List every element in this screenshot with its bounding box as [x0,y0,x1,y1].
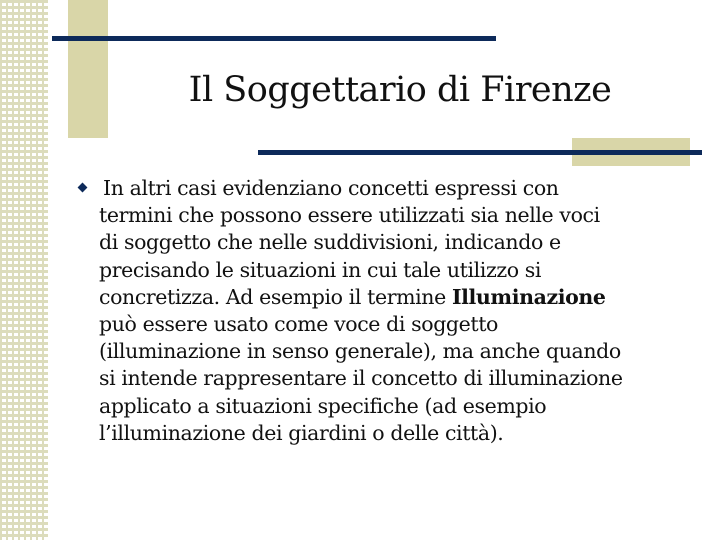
bullet-line: In altri casi evidenziano concetti espressi con [103,176,559,200]
decorative-tan-block-top [68,0,108,138]
emphasized-term: Illuminazione [451,284,606,309]
bullet-line: può essere usato come voce di soggetto [99,312,498,337]
title-rule-bottom [258,150,702,155]
bullet-line [99,284,689,311]
bullet-line: (illuminazione in senso generale), ma anche quando [99,339,621,364]
slide-title: Il Soggettario di Firenze [188,70,612,110]
bullet-line: di soggetto che nelle suddivisioni, indicando e [99,230,561,255]
diamond-bullet-icon [78,183,88,193]
bullet-line-text: concretizza. Ad esempio il termine [99,284,452,309]
bullet-line: l’illuminazione dei giardini o delle città). [99,420,504,445]
bullet-line: applicato a situazioni specifiche (ad esempio [99,393,547,418]
title-rule-top [52,36,496,41]
bullet-line: precisando le situazioni in cui tale utilizzo si [99,257,542,282]
decorative-stripe-strip [0,0,50,540]
bullet-line: termini che possono essere utilizzati sia nelle voci [99,203,600,228]
bullet-paragraph [99,175,689,447]
bullet-line: si intende rappresentare il concetto di illuminazione [99,366,623,391]
